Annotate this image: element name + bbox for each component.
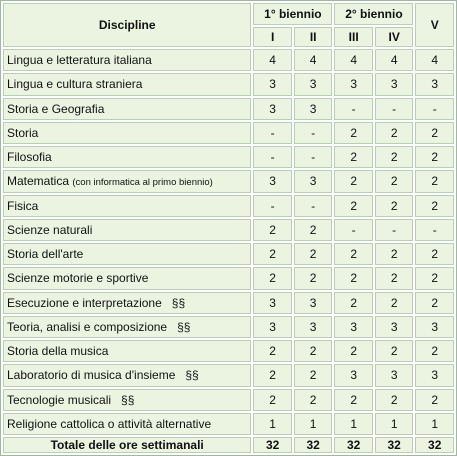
hours-cell-ii: 3 — [294, 73, 333, 95]
discipline-name: Teoria, analisi e composizione §§ — [7, 319, 191, 334]
fifth-year-header: V — [415, 3, 454, 47]
year-iv-header: IV — [375, 27, 414, 47]
hours-cell-v: 2 — [415, 389, 454, 411]
table-row — [3, 267, 454, 289]
total-value-iv: 32 — [375, 437, 414, 453]
hours-cell-iii: 2 — [334, 243, 373, 265]
hours-cell-v: 2 — [415, 195, 454, 217]
hours-cell-v: - — [415, 219, 454, 241]
hours-cell-iv: 2 — [375, 195, 414, 217]
hours-cell-iv: 2 — [375, 267, 414, 289]
discipline-name: Filosofia — [7, 150, 52, 165]
hours-cell-iii: 3 — [334, 73, 373, 95]
table-row — [3, 98, 454, 120]
hours-cell-i: 2 — [253, 243, 292, 265]
hours-cell-ii: - — [294, 195, 333, 217]
hours-cell-v: 2 — [415, 146, 454, 168]
table-row — [3, 122, 454, 144]
hours-cell-ii: 2 — [294, 267, 333, 289]
hours-cell-iii: 2 — [334, 146, 373, 168]
discipline-cell — [3, 195, 251, 217]
discipline-name: Matematica — [7, 174, 70, 189]
hours-cell-ii: 2 — [294, 340, 333, 362]
hours-cell-iv: 2 — [375, 389, 414, 411]
discipline-cell — [3, 389, 251, 411]
total-value-ii: 32 — [294, 437, 333, 453]
table-row — [3, 364, 454, 386]
hours-cell-iii: 1 — [334, 413, 373, 435]
hours-cell-i: 1 — [253, 413, 292, 435]
discipline-cell — [3, 292, 251, 314]
discipline-cell — [3, 316, 251, 338]
hours-cell-v: - — [415, 98, 454, 120]
hours-cell-iv: 2 — [375, 122, 414, 144]
table-row — [3, 73, 454, 95]
hours-cell-iii: - — [334, 98, 373, 120]
hours-cell-ii: 2 — [294, 243, 333, 265]
hours-cell-iii: 3 — [334, 364, 373, 386]
total-row — [3, 437, 454, 453]
discipline-name: Storia dell'arte — [7, 247, 84, 262]
discipline-name: Storia — [7, 125, 39, 140]
table-row — [3, 49, 454, 71]
hours-cell-iii: 4 — [334, 49, 373, 71]
hours-cell-v: 2 — [415, 340, 454, 362]
discipline-name: Scienze motorie e sportive — [7, 271, 149, 286]
table-row — [3, 292, 454, 314]
hours-cell-v: 1 — [415, 413, 454, 435]
discipline-cell — [3, 170, 251, 192]
discipline-name: Fisica — [7, 198, 39, 213]
year-iii-header: III — [334, 27, 373, 47]
hours-cell-i: 2 — [253, 267, 292, 289]
discipline-name: Scienze naturali — [7, 222, 93, 237]
discipline-cell — [3, 267, 251, 289]
hours-cell-v: 2 — [415, 170, 454, 192]
hours-cell-v: 2 — [415, 243, 454, 265]
hours-cell-ii: - — [294, 146, 333, 168]
hours-cell-v: 4 — [415, 49, 454, 71]
year-i-header: I — [253, 27, 292, 47]
year-ii-header: II — [294, 27, 333, 47]
hours-cell-iv: 3 — [375, 73, 414, 95]
table-row — [3, 389, 454, 411]
discipline-name: Lingua e cultura straniera — [7, 77, 143, 92]
table-row — [3, 195, 454, 217]
header-row-groups — [3, 3, 454, 25]
hours-cell-ii: 4 — [294, 49, 333, 71]
discipline-cell — [3, 413, 251, 435]
hours-cell-iv: 4 — [375, 49, 414, 71]
hours-cell-ii: 2 — [294, 219, 333, 241]
discipline-name: Storia della musica — [7, 344, 109, 359]
discipline-note: (con informatica al primo biennio) — [72, 177, 213, 189]
hours-cell-i: 3 — [253, 98, 292, 120]
hours-cell-ii: 2 — [294, 364, 333, 386]
hours-cell-iv: - — [375, 219, 414, 241]
hours-cell-v: 2 — [415, 267, 454, 289]
table-row — [3, 243, 454, 265]
hours-cell-i: 2 — [253, 364, 292, 386]
hours-cell-iv: 2 — [375, 243, 414, 265]
table-row — [3, 340, 454, 362]
second-biennium-header: 2° biennio — [334, 3, 413, 25]
hours-cell-i: 2 — [253, 340, 292, 362]
hours-cell-i: 2 — [253, 389, 292, 411]
hours-cell-iv: 2 — [375, 292, 414, 314]
hours-cell-ii: 2 — [294, 389, 333, 411]
hours-cell-iii: 3 — [334, 316, 373, 338]
discipline-name: Religione cattolica o attività alternative — [7, 416, 212, 431]
hours-cell-iii: 2 — [334, 389, 373, 411]
total-value-i: 32 — [253, 437, 292, 453]
hours-cell-i: - — [253, 195, 292, 217]
hours-cell-ii: 3 — [294, 292, 333, 314]
discipline-name: Storia e Geografia — [7, 101, 105, 116]
hours-cell-i: 4 — [253, 49, 292, 71]
discipline-cell — [3, 98, 251, 120]
discipline-cell — [3, 146, 251, 168]
discipline-cell — [3, 243, 251, 265]
total-label: Totale delle ore settimanali — [3, 437, 251, 453]
hours-cell-i: 3 — [253, 73, 292, 95]
table-row — [3, 170, 454, 192]
hours-cell-ii: 1 — [294, 413, 333, 435]
discipline-cell — [3, 364, 251, 386]
hours-cell-iv: 1 — [375, 413, 414, 435]
hours-cell-iii: 2 — [334, 340, 373, 362]
hours-cell-iii: 2 — [334, 292, 373, 314]
hours-cell-v: 3 — [415, 316, 454, 338]
hours-cell-v: 3 — [415, 364, 454, 386]
hours-cell-iv: 2 — [375, 340, 414, 362]
hours-cell-i: - — [253, 122, 292, 144]
discipline-cell — [3, 219, 251, 241]
hours-cell-i: - — [253, 146, 292, 168]
table-row — [3, 316, 454, 338]
hours-cell-iii: 2 — [334, 267, 373, 289]
discipline-cell — [3, 122, 251, 144]
hours-cell-iv: 2 — [375, 146, 414, 168]
hours-cell-ii: 3 — [294, 170, 333, 192]
discipline-name: Lingua e letteratura italiana — [7, 53, 152, 68]
hours-cell-iv: 3 — [375, 364, 414, 386]
table-row — [3, 146, 454, 168]
total-value-iii: 32 — [334, 437, 373, 453]
table-body — [3, 49, 454, 435]
table-row — [3, 219, 454, 241]
hours-cell-i: 2 — [253, 219, 292, 241]
hours-cell-v: 2 — [415, 292, 454, 314]
hours-cell-i: 3 — [253, 316, 292, 338]
hours-cell-iii: 2 — [334, 195, 373, 217]
discipline-cell — [3, 73, 251, 95]
discipline-name: Laboratorio di musica d'insieme §§ — [7, 368, 199, 383]
discipline-cell — [3, 340, 251, 362]
first-biennium-header: 1° biennio — [253, 3, 332, 25]
hours-cell-iv: 3 — [375, 316, 414, 338]
discipline-name: Tecnologie musicali §§ — [7, 392, 135, 407]
hours-cell-ii: 3 — [294, 316, 333, 338]
total-value-v: 32 — [415, 437, 454, 453]
hours-cell-iv: - — [375, 98, 414, 120]
hours-cell-iii: - — [334, 219, 373, 241]
discipline-header: Discipline — [3, 3, 251, 47]
discipline-name: Esecuzione e interpretazione §§ — [7, 295, 186, 310]
hours-cell-iii: 2 — [334, 122, 373, 144]
discipline-cell — [3, 49, 251, 71]
table-row — [3, 413, 454, 435]
hours-cell-i: 3 — [253, 170, 292, 192]
hours-cell-iii: 2 — [334, 170, 373, 192]
hours-cell-iv: 2 — [375, 170, 414, 192]
hours-cell-v: 2 — [415, 122, 454, 144]
hours-cell-v: 3 — [415, 73, 454, 95]
hours-cell-i: 3 — [253, 292, 292, 314]
hours-cell-ii: - — [294, 122, 333, 144]
hours-cell-ii: 3 — [294, 98, 333, 120]
